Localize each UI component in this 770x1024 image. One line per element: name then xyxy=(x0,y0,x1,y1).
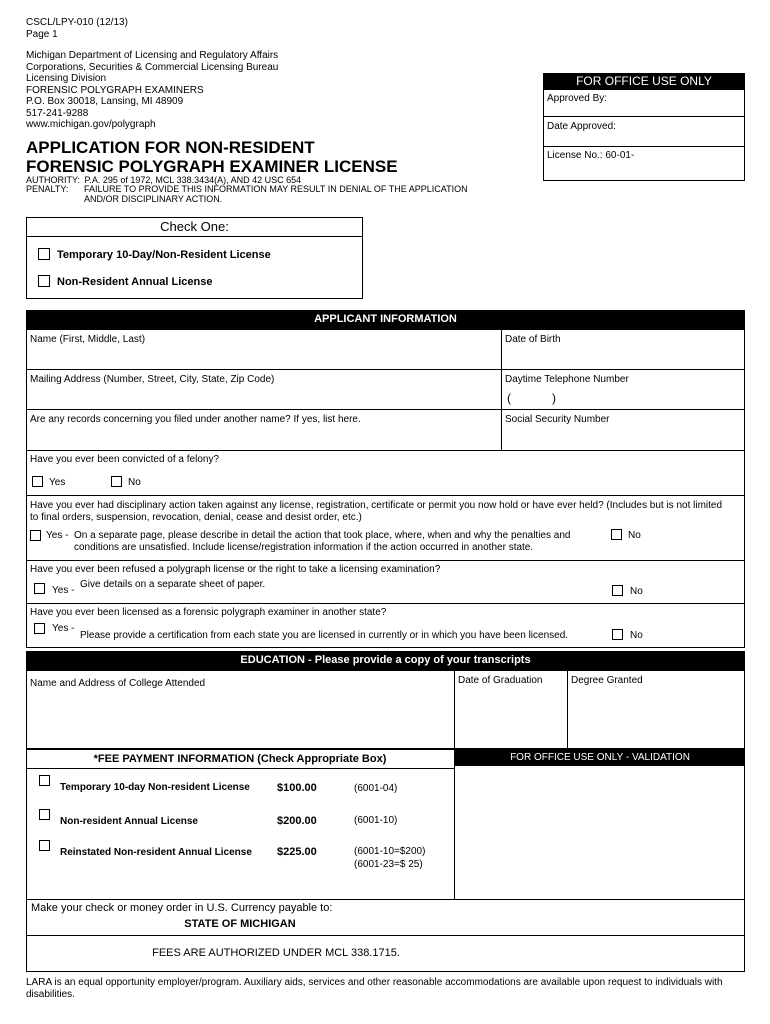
fee-code: (6001-10=$200) xyxy=(354,846,426,857)
ssn-label: Social Security Number xyxy=(505,414,610,425)
refused-no-label: No xyxy=(630,586,643,597)
college-label: Name and Address of College Attended xyxy=(30,678,206,689)
divider xyxy=(501,329,502,450)
penalty-text-line1: FAILURE TO PROVIDE THIS INFORMATION MAY RESULT IN DENIAL OF THE APPLICATION xyxy=(84,184,468,194)
agency-line: Corporations, Securities & Commercial Licensing Bureau xyxy=(26,61,279,73)
fees-authorized-text: FEES ARE AUTHORIZED UNDER MCL 338.1715. xyxy=(152,947,400,959)
disciplinary-detail-line2: conditions are unsatisfied. Include license/registration information if the action occurred in another state. xyxy=(74,542,534,553)
refused-question: Have you ever been refused a polygraph license or the right to take a licensing examination? xyxy=(30,564,441,575)
fee-label: Non-resident Annual License xyxy=(60,816,198,827)
licensed-question: Have you ever been licensed as a forensic polygraph examiner in another state? xyxy=(30,607,387,618)
fee-label: Temporary 10-day Non-resident License xyxy=(60,782,250,793)
applicant-info-header: APPLICANT INFORMATION xyxy=(26,310,745,329)
disciplinary-yes-checkbox[interactable] xyxy=(30,530,41,541)
form-id: CSCL/LPY-010 (12/13) xyxy=(26,17,128,28)
divider xyxy=(543,146,745,147)
felony-no-checkbox[interactable] xyxy=(111,476,122,487)
refused-yes-label: Yes - xyxy=(52,585,75,596)
divider xyxy=(543,116,745,117)
divider xyxy=(454,670,455,749)
name-label: Name (First, Middle, Last) xyxy=(30,334,146,345)
disciplinary-question-line1: Have you ever had disciplinary action taken against any license, registration, certificate or permit you now hold or have ever held? (Includes but is not limited xyxy=(30,500,723,511)
fee-label: Reinstated Non-resident Annual License xyxy=(60,847,252,858)
fee-amount: $200.00 xyxy=(277,815,317,827)
licensed-yes-checkbox[interactable] xyxy=(34,623,45,634)
penalty-text xyxy=(84,184,468,204)
authority-text: P.A. 295 of 1972, MCL 338.3434(A), AND 42 USC 654 xyxy=(84,175,302,185)
fee-code-line2: (6001-23=$ 25) xyxy=(354,859,423,870)
check-one-title: Check One: xyxy=(160,219,229,234)
divider xyxy=(26,495,745,496)
fee-checkbox-reinstated[interactable] xyxy=(39,840,50,851)
penalty-text-line2: AND/OR DISCIPLINARY ACTION. xyxy=(84,194,223,204)
refused-no-checkbox[interactable] xyxy=(612,585,623,596)
agency-line: FORENSIC POLYGRAPH EXAMINERS xyxy=(26,84,204,96)
page-title-line1: APPLICATION FOR NON-RESIDENT xyxy=(26,138,315,157)
phone-label: Daytime Telephone Number xyxy=(505,374,629,385)
divider xyxy=(454,749,455,899)
fee-checkbox-temporary[interactable] xyxy=(39,775,50,786)
divider xyxy=(26,603,745,604)
divider xyxy=(26,409,745,410)
agency-line: Licensing Division xyxy=(26,73,107,84)
disciplinary-no-label: No xyxy=(628,530,641,541)
footer-line2: disabilities. xyxy=(26,989,75,1000)
phone-paren-open: ( xyxy=(507,391,511,405)
felony-question: Have you ever been convicted of a felony? xyxy=(30,454,220,465)
divider xyxy=(26,899,745,900)
divider xyxy=(26,935,745,936)
footer-text xyxy=(26,977,746,1001)
disciplinary-question xyxy=(30,500,742,524)
disciplinary-detail-line1: On a separate page, please describe in detail the action that took place, where, when and why the penalties and xyxy=(74,530,571,541)
disciplinary-question-line2: to final orders, suspension, revocation, denial, cease and desist order, etc.) xyxy=(30,512,362,523)
licensed-no-label: No xyxy=(630,630,643,641)
licensed-yes-label: Yes - xyxy=(52,623,75,634)
licensed-no-checkbox[interactable] xyxy=(612,629,623,640)
annual-license-label: Non-Resident Annual License xyxy=(57,276,213,288)
address-label: Mailing Address (Number, Street, City, State, Zip Code) xyxy=(30,374,275,385)
authority-label: AUTHORITY: xyxy=(26,175,81,185)
divider xyxy=(26,236,363,237)
page-number: Page 1 xyxy=(26,29,58,40)
footer-line1: LARA is an equal opportunity employer/program. Auxiliary aids, services and other reasonable accommodations are available upon request to individuals with xyxy=(26,977,723,988)
degree-label: Degree Granted xyxy=(571,675,643,686)
license-no-label: License No.: 60-01- xyxy=(547,150,635,161)
licensed-detail: Please provide a certification from each state you are licensed in currently or in which you have been licensed. xyxy=(80,630,569,641)
disciplinary-detail xyxy=(74,530,594,554)
divider xyxy=(26,369,745,370)
office-use-title: FOR OFFICE USE ONLY xyxy=(543,73,745,90)
felony-yes-checkbox[interactable] xyxy=(32,476,43,487)
fee-payment-title: *FEE PAYMENT INFORMATION (Check Appropriate Box) xyxy=(93,753,387,765)
divider xyxy=(26,450,745,451)
fee-amount: $225.00 xyxy=(277,846,317,858)
disciplinary-no-checkbox[interactable] xyxy=(611,529,622,540)
felony-no-label: No xyxy=(128,477,141,488)
divider xyxy=(26,768,454,769)
fee-code: (6001-10) xyxy=(354,815,398,826)
validation-header: FOR OFFICE USE ONLY - VALIDATION xyxy=(455,750,745,766)
agency-line: Michigan Department of Licensing and Regulatory Affairs xyxy=(26,50,279,61)
dob-label: Date of Birth xyxy=(505,334,561,345)
annual-license-checkbox[interactable] xyxy=(38,275,50,287)
education-header: EDUCATION - Please provide a copy of your transcripts xyxy=(26,651,745,670)
phone-paren-close: ) xyxy=(552,391,556,405)
payable-text: Make your check or money order in U.S. Currency payable to: xyxy=(31,902,333,914)
approved-by-label: Approved By: xyxy=(547,93,608,104)
agency-line: www.michigan.gov/polygraph xyxy=(26,119,156,130)
divider xyxy=(567,670,568,749)
payee-name: STATE OF MICHIGAN xyxy=(184,918,296,930)
temporary-license-label: Temporary 10-Day/Non-Resident License xyxy=(57,249,271,261)
records-label: Are any records concerning you filed under another name? If yes, list here. xyxy=(30,414,361,425)
refused-detail: Give details on a separate sheet of paper. xyxy=(80,579,266,590)
fee-checkbox-annual[interactable] xyxy=(39,809,50,820)
divider xyxy=(26,560,745,561)
agency-block xyxy=(26,50,278,131)
temporary-license-checkbox[interactable] xyxy=(38,248,50,260)
felony-yes-label: Yes xyxy=(49,477,66,488)
page-title xyxy=(26,138,398,176)
agency-line: P.O. Box 30018, Lansing, MI 48909 xyxy=(26,96,184,107)
page-title-line2: FORENSIC POLYGRAPH EXAMINER LICENSE xyxy=(26,157,398,176)
date-approved-label: Date Approved: xyxy=(547,121,616,132)
penalty-label: PENALTY: xyxy=(26,184,69,194)
graduation-date-label: Date of Graduation xyxy=(458,675,543,686)
fee-amount: $100.00 xyxy=(277,782,317,794)
agency-line: 517-241-9288 xyxy=(26,107,89,119)
fee-code: (6001-04) xyxy=(354,783,398,794)
refused-yes-checkbox[interactable] xyxy=(34,583,45,594)
disciplinary-yes-label: Yes - xyxy=(46,530,69,541)
